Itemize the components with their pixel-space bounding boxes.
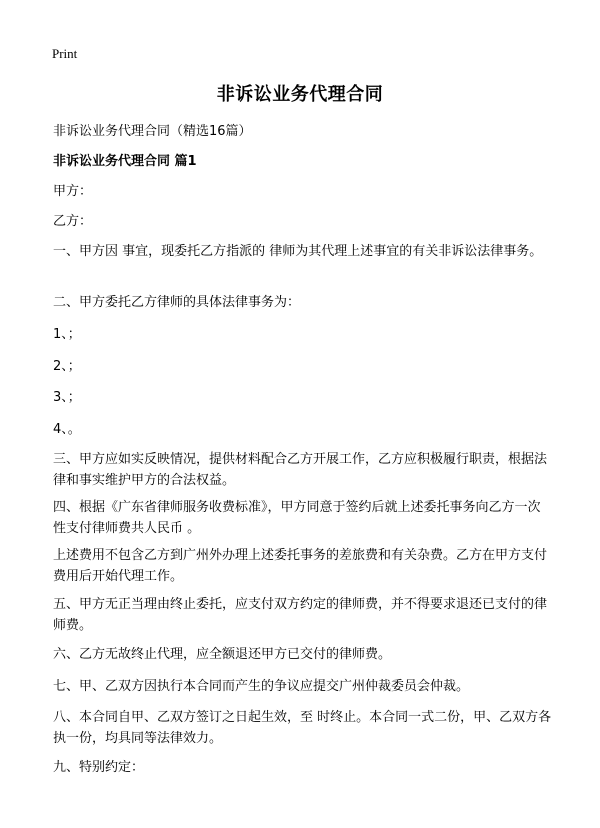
clause-3: 三、甲方应如实反映情况，提供材料配合乙方开展工作，乙方应积极履行职责，根据法律和事实维护甲方的合法权益。 — [53, 452, 548, 488]
list-item-1: 1、； — [53, 327, 81, 342]
print-link[interactable]: Print — [52, 46, 78, 61]
clause-7: 七、甲、乙双方因执行本合同而产生的争议应提交广州仲裁委员会仲裁。 — [53, 679, 470, 694]
clause-1: 一、甲方因 事宜，现委托乙方指派的 律师为其代理上述事宜的有关非诉讼法律事务。 — [53, 244, 543, 259]
party-a-line: 甲方： — [53, 184, 93, 199]
list-item-3: 3、； — [53, 390, 81, 405]
page-title: 非诉讼业务代理合同 — [216, 84, 384, 105]
clause-2: 二、甲方委托乙方律师的具体法律事务为： — [53, 295, 301, 310]
list-item-4: 4、。 — [53, 422, 81, 437]
clause-9: 九、特别约定： — [53, 760, 145, 775]
section-heading: 非诉讼业务代理合同 篇1 — [53, 154, 197, 169]
clause-6: 六、乙方无故终止代理，应全额退还甲方已交付的律师费。 — [53, 647, 392, 662]
clause-5: 五、甲方无正当理由终止委托，应支付双方约定的律师费，并不得要求退还已支付的律师费。 — [53, 597, 548, 633]
list-item-2: 2、； — [53, 359, 81, 374]
clause-8: 八、本合同自甲、乙双方签订之日起生效，至 时终止。本合同一式二份，甲、乙双方各执一份，均具同等法律效力。 — [53, 710, 552, 746]
document-subtitle: 非诉讼业务代理合同（精选16篇） — [53, 124, 252, 139]
party-b-line: 乙方： — [53, 214, 93, 229]
fee-note: 上述费用不包含乙方到广州外办理上述委托事务的差旅费和有关杂费。乙方在甲方支付费用后开始代理工作。 — [53, 548, 548, 584]
clause-4: 四、根据《广东省律师服务收费标准》，甲方同意于签约后就上述委托事务向乙方一次性支付律师费共人民币 。 — [53, 500, 541, 536]
